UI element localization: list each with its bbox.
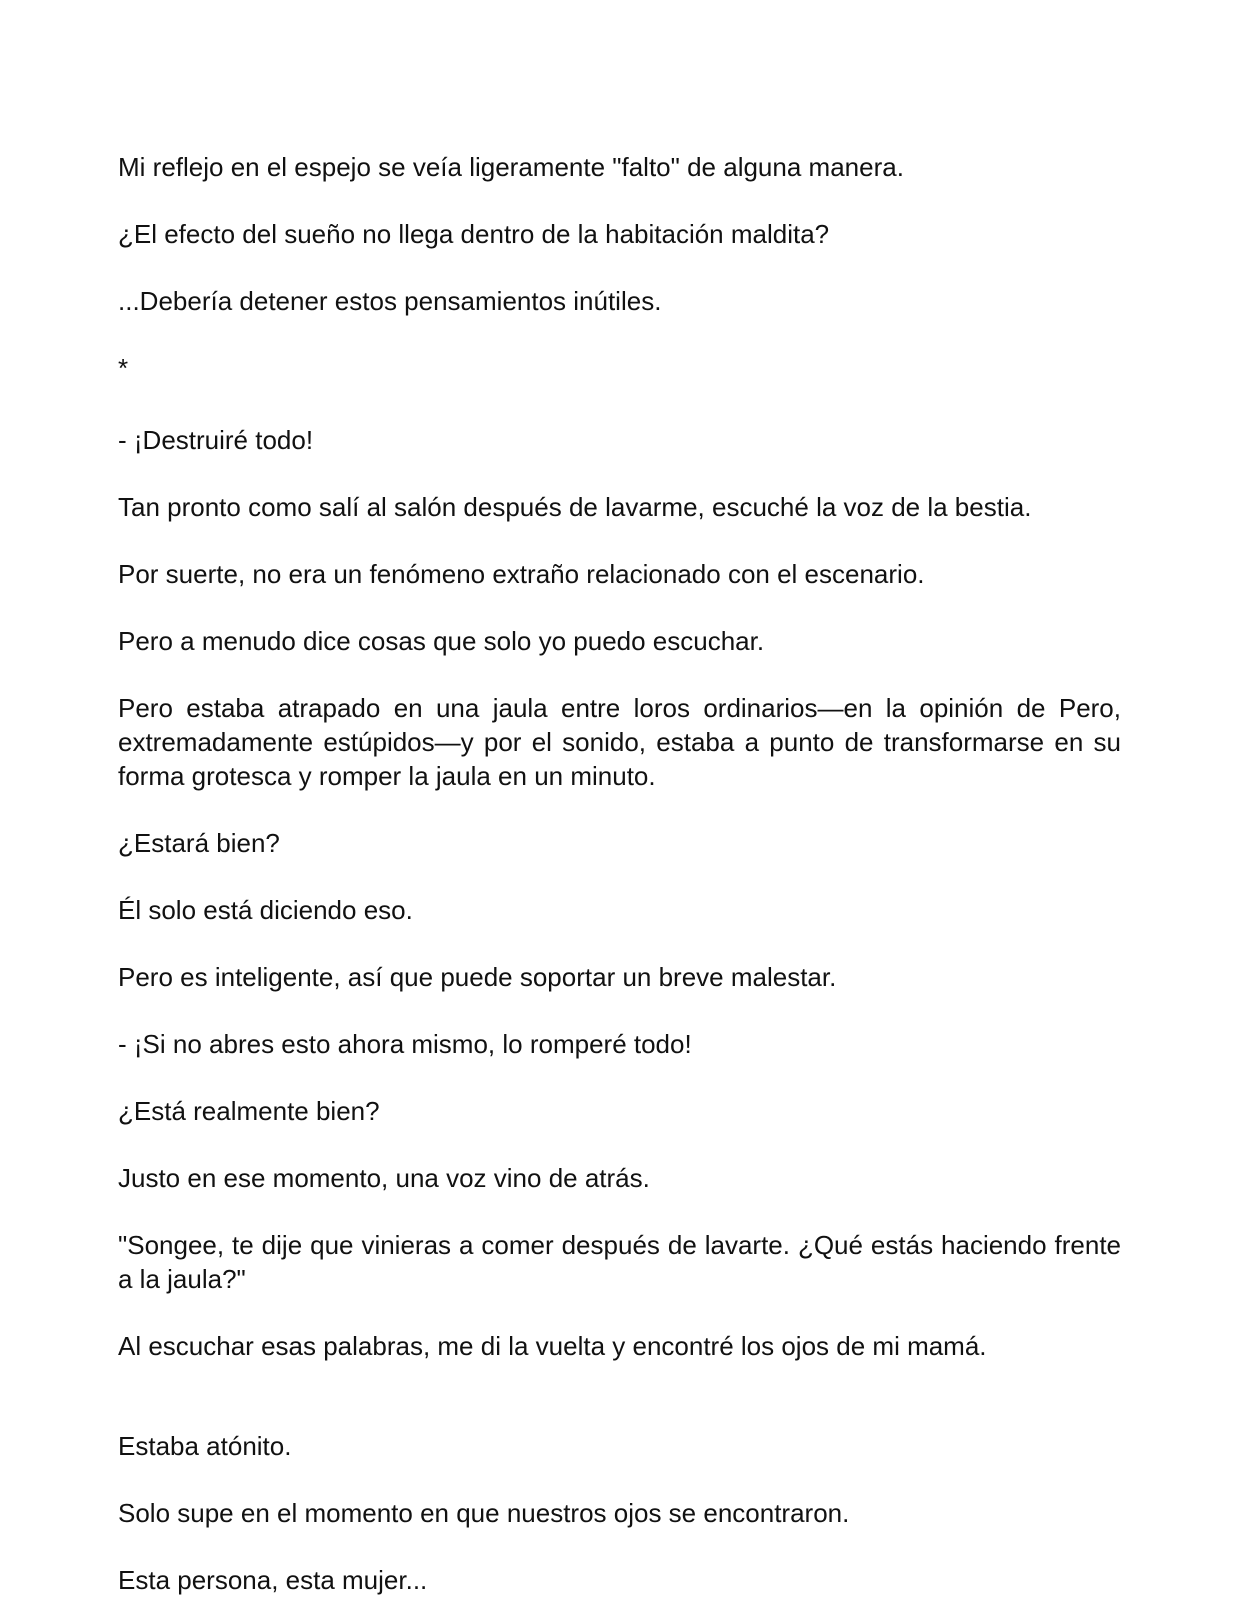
paragraph-10: ¿Estará bien?: [118, 828, 280, 858]
paragraph-3: ...Debería detener estos pensamientos inútiles.: [118, 286, 662, 316]
paragraph-17: Al escuchar esas palabras, me di la vuelta y encontré los ojos de mi mamá.: [118, 1331, 987, 1361]
paragraph-7: Por suerte, no era un fenómeno extraño relacionado con el escenario.: [118, 559, 925, 589]
paragraph-15: Justo en ese momento, una voz vino de atrás.: [118, 1163, 650, 1193]
paragraph-14: ¿Está realmente bien?: [118, 1096, 380, 1126]
paragraph-9: Pero estaba atrapado en una jaula entre loros ordinarios—en la opinión de Pero, extremadamente estúpidos—y por el sonido, estaba a punto de transformarse en su forma grotesca y romper la jaula en un minuto.: [118, 693, 1121, 791]
paragraph-1: Mi reflejo en el espejo se veía ligeramente "falto" de alguna manera.: [118, 152, 904, 182]
paragraph-18: Estaba atónito.: [118, 1431, 292, 1461]
paragraph-16: "Songee, te dije que vinieras a comer después de lavarte. ¿Qué estás haciendo frente a la jaula?": [118, 1230, 1121, 1294]
paragraph-5: - ¡Destruiré todo!: [118, 425, 314, 455]
paragraph-11: Él solo está diciendo eso.: [118, 895, 413, 925]
paragraph-13: - ¡Si no abres esto ahora mismo, lo romperé todo!: [118, 1029, 692, 1059]
paragraph-12: Pero es inteligente, así que puede soportar un breve malestar.: [118, 962, 837, 992]
document-body: [118, 150, 1121, 1620]
scene-break-asterisk: *: [118, 353, 129, 383]
paragraph-6: Tan pronto como salí al salón después de lavarme, escuché la voz de la bestia.: [118, 492, 1032, 522]
paragraph-8: Pero a menudo dice cosas que solo yo puedo escuchar.: [118, 626, 765, 656]
paragraph-19: Solo supe en el momento en que nuestros ojos se encontraron.: [118, 1498, 850, 1528]
paragraph-2: ¿El efecto del sueño no llega dentro de la habitación maldita?: [118, 219, 830, 249]
paragraph-20: Esta persona, esta mujer...: [118, 1565, 428, 1595]
